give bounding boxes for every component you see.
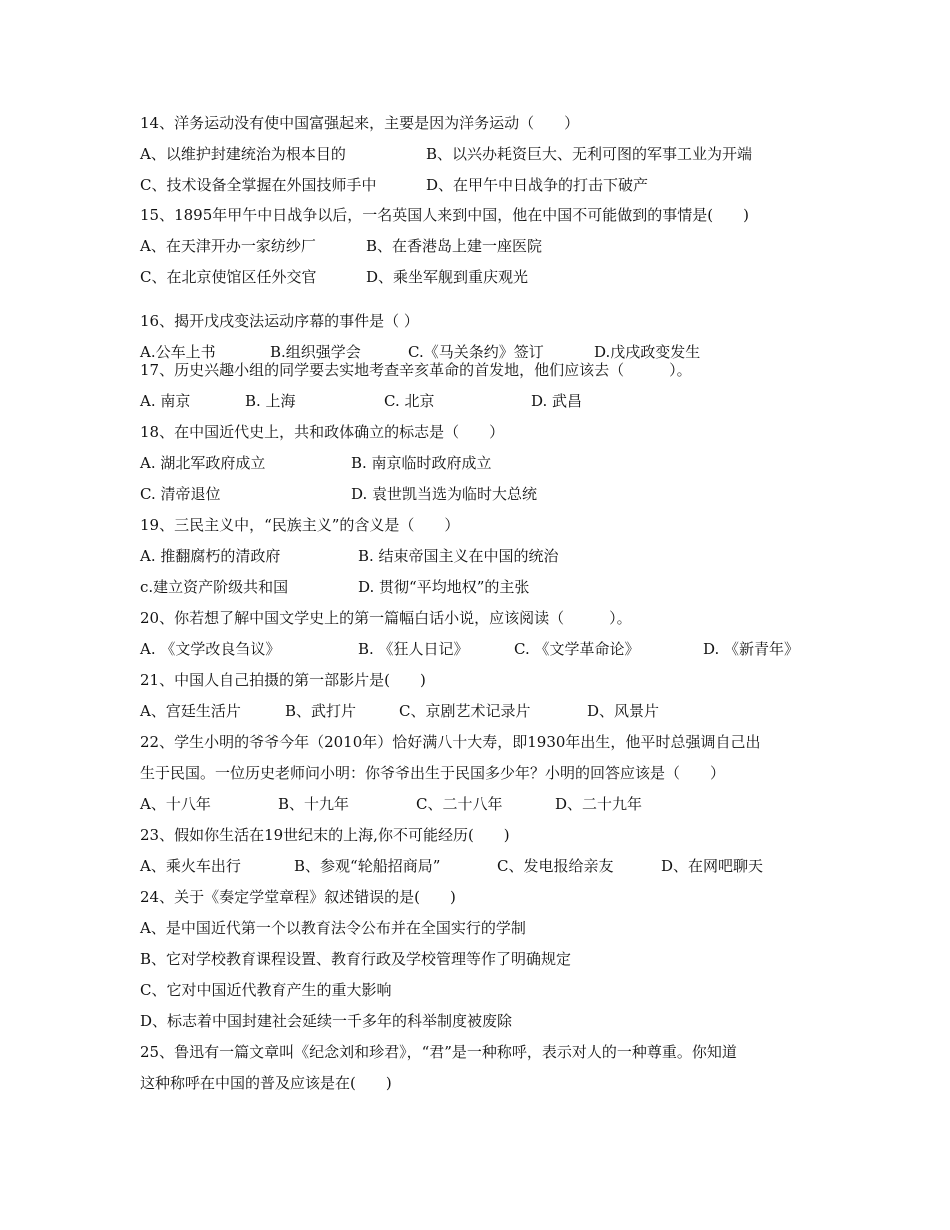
question-17-option-b: B. 上海 xyxy=(245,392,296,410)
question-25-stem: 25、鲁迅有一篇文章叫《纪念刘和珍君》，“君”是一种称呼，表示对人的一种尊重。你知道 xyxy=(140,1043,737,1061)
question-23-option-a: A、乘火车出行 xyxy=(140,857,241,875)
question-21-option-b: B、武打片 xyxy=(285,702,357,720)
question-25-stem-continued: 这种称呼在中国的普及应该是在( ) xyxy=(140,1074,392,1092)
question-20-option-d: D. 《新青年》 xyxy=(703,640,800,658)
question-14-option-c: C、技术设备全掌握在外国技师手中 xyxy=(140,176,377,194)
question-22-stem-continued: 生于民国。一位历史老师问小明：你爷爷出生于民国多少年？小明的回答应该是（ ） xyxy=(140,764,726,782)
question-14-option-b: B、以兴办耗资巨大、无利可图的军事工业为开端 xyxy=(426,145,753,163)
question-19-option-d: D. 贯彻“平均地权”的主张 xyxy=(358,578,530,596)
question-23-option-d: D、在网吧聊天 xyxy=(661,857,764,875)
question-17-option-c: C. 北京 xyxy=(384,392,435,410)
question-23-option-b: B、参观“轮船招商局” xyxy=(294,857,441,875)
question-24-option-b: B、它对学校教育课程设置、教育行政及学校管理等作了明确规定 xyxy=(140,950,572,968)
question-22-option-a: A、十八年 xyxy=(140,795,211,813)
question-15-option-c: C、在北京使馆区任外交官 xyxy=(140,268,317,286)
question-16-option-b: B.组织强学会 xyxy=(270,343,361,361)
question-21-stem: 21、中国人自己拍摄的第一部影片是( ) xyxy=(140,671,426,689)
question-15-stem: 15、1895年甲午中日战争以后，一名英国人来到中国，他在中国不可能做到的事情是( ) xyxy=(140,206,749,224)
question-21-option-d: D、风景片 xyxy=(587,702,660,720)
question-24-option-d: D、标志着中国封建社会延续一千多年的科举制度被废除 xyxy=(140,1012,513,1030)
question-24-stem: 24、关于《奏定学堂章程》叙述错误的是( ) xyxy=(140,888,456,906)
question-16-option-a: A.公车上书 xyxy=(140,343,216,361)
question-20-option-a: A. 《文学改良刍议》 xyxy=(140,640,281,658)
question-15-option-b: B、在香港岛上建一座医院 xyxy=(366,237,543,255)
question-19-option-c: c.建立资产阶级共和国 xyxy=(140,578,289,596)
question-19-option-a: A. 推翻腐朽的清政府 xyxy=(140,547,281,565)
question-21-option-c: C、京剧艺术记录片 xyxy=(399,702,531,720)
question-20-option-c: C. 《文学革命论》 xyxy=(514,640,640,658)
question-18-option-d: D. 袁世凯当选为临时大总统 xyxy=(351,485,538,503)
question-14-option-d: D、在甲午中日战争的打击下破产 xyxy=(426,176,649,194)
question-15-option-a: A、在天津开办一家纺纱厂 xyxy=(140,237,316,255)
question-17-option-a: A. 南京 xyxy=(140,392,191,410)
question-19-stem: 19、三民主义中，“民族主义”的含义是（ ） xyxy=(140,516,460,534)
question-23-stem: 23、假如你生活在19世纪末的上海,你不可能经历( ) xyxy=(140,826,510,844)
question-24-option-a: A、是中国近代第一个以教育法令公布并在全国实行的学制 xyxy=(140,919,526,937)
question-22-option-c: C、二十八年 xyxy=(416,795,503,813)
question-16-option-c: C.《马关条约》签订 xyxy=(408,343,544,361)
question-20-stem: 20、你若想了解中国文学史上的第一篇幅白话小说，应该阅读（ ）。 xyxy=(140,609,632,627)
question-14-option-a: A、以维护封建统治为根本目的 xyxy=(140,145,346,163)
question-16-stem: 16、揭开戊戌变法运动序幕的事件是（ ） xyxy=(140,312,419,330)
question-16-option-d: D.戊戌政变发生 xyxy=(594,343,701,361)
question-20-option-b: B. 《狂人日记》 xyxy=(358,640,469,658)
question-22-option-b: B、十九年 xyxy=(278,795,350,813)
question-18-option-a: A. 湖北军政府成立 xyxy=(140,454,266,472)
question-15-option-d: D、乘坐军舰到重庆观光 xyxy=(366,268,529,286)
question-18-option-b: B. 南京临时政府成立 xyxy=(351,454,492,472)
question-18-option-c: C. 清帝退位 xyxy=(140,485,221,503)
question-22-stem: 22、学生小明的爷爷今年（2010年）恰好满八十大寿，即1930年出生，他平时总强调自己出 xyxy=(140,733,761,751)
question-17-option-d: D. 武昌 xyxy=(531,392,583,410)
question-19-option-b: B. 结束帝国主义在中国的统治 xyxy=(358,547,559,565)
question-21-option-a: A、宫廷生活片 xyxy=(140,702,241,720)
question-24-option-c: C、它对中国近代教育产生的重大影响 xyxy=(140,981,392,999)
question-23-option-c: C、发电报给亲友 xyxy=(497,857,614,875)
question-14-stem: 14、洋务运动没有使中国富强起来，主要是因为洋务运动（ ） xyxy=(140,114,580,132)
question-22-option-d: D、二十九年 xyxy=(555,795,643,813)
question-17-stem: 17、历史兴趣小组的同学要去实地考查辛亥革命的首发地，他们应该去（ ）。 xyxy=(140,361,692,379)
question-18-stem: 18、在中国近代史上，共和政体确立的标志是（ ） xyxy=(140,423,505,441)
